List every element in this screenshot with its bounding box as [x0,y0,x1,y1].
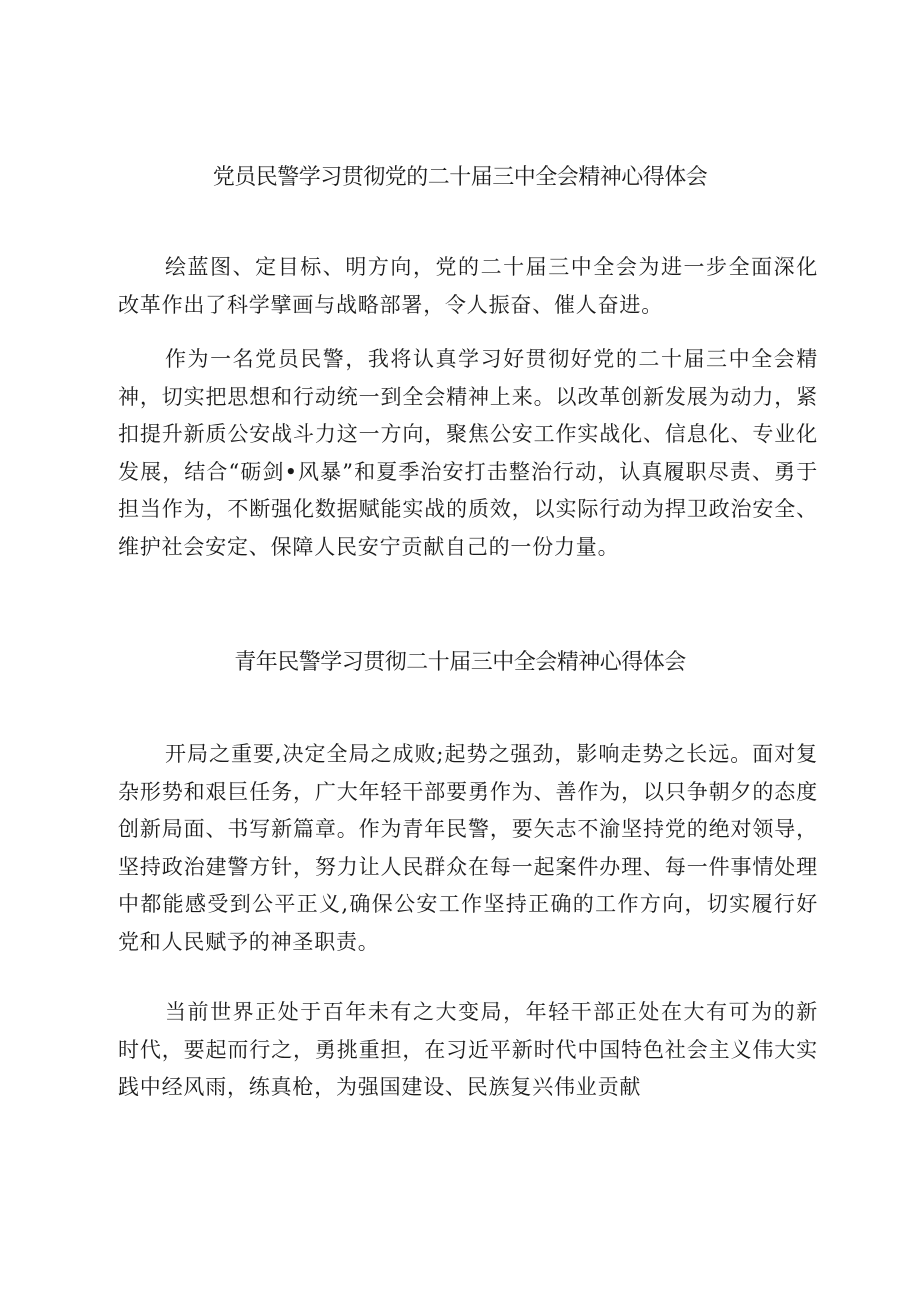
section-1-paragraph-2: 作为一名党员民警，我将认真学习好贯彻好党的二十届三中全会精神，切实把思想和行动统一到全会精神上来。以改革创新发展为动力，紧扣提升新质公安战斗力这一方向，聚焦公安工作实战化、信息化、专业化发展，结合“砺剑•风暴”和夏季治安打击整治行动，认真履职尽责、勇于担当作为，不断强化数据赋能实战的质效，以实际行动为捍卫政治安全、维护社会安定、保障人民安宁贡献自己的一份力量。 [118,347,818,559]
section-2-title: 青年民警学习贯彻二十届三中全会精神心得体会 [234,650,686,675]
section-1-paragraph-1: 绘蓝图、定目标、明方向，党的二十届三中全会为进一步全面深化改革作出了科学擘画与战略部署，令人振奋、催人奋进。 [118,255,818,317]
section-1-title: 党员民警学习贯彻党的二十届三中全会精神心得体会 [212,165,708,190]
section-2-paragraph-1: 开局之重要,决定全局之成败;起势之强劲，影响走势之长远。面对复杂形势和艰巨任务，广大年轻干部要勇作为、善作为，以只争朝夕的态度创新局面、书写新篇章。作为青年民警，要矢志不渝坚持党的绝对领导，坚持政治建警方针，努力让人民群众在每一起案件办理、每一件事情处理中都能感受到公平正义,确保公安工作坚持正确的工作方向，切实履行好党和人民赋予的神圣职责。 [118,742,818,954]
section-2-paragraph-2: 当前世界正处于百年未有之大变局，年轻干部正处在大有可为的新时代，要起而行之，勇挑重担，在习近平新时代中国特色社会主义伟大实践中经风雨，练真枪，为强国建设、民族复兴伟业贡献 [118,1000,818,1100]
